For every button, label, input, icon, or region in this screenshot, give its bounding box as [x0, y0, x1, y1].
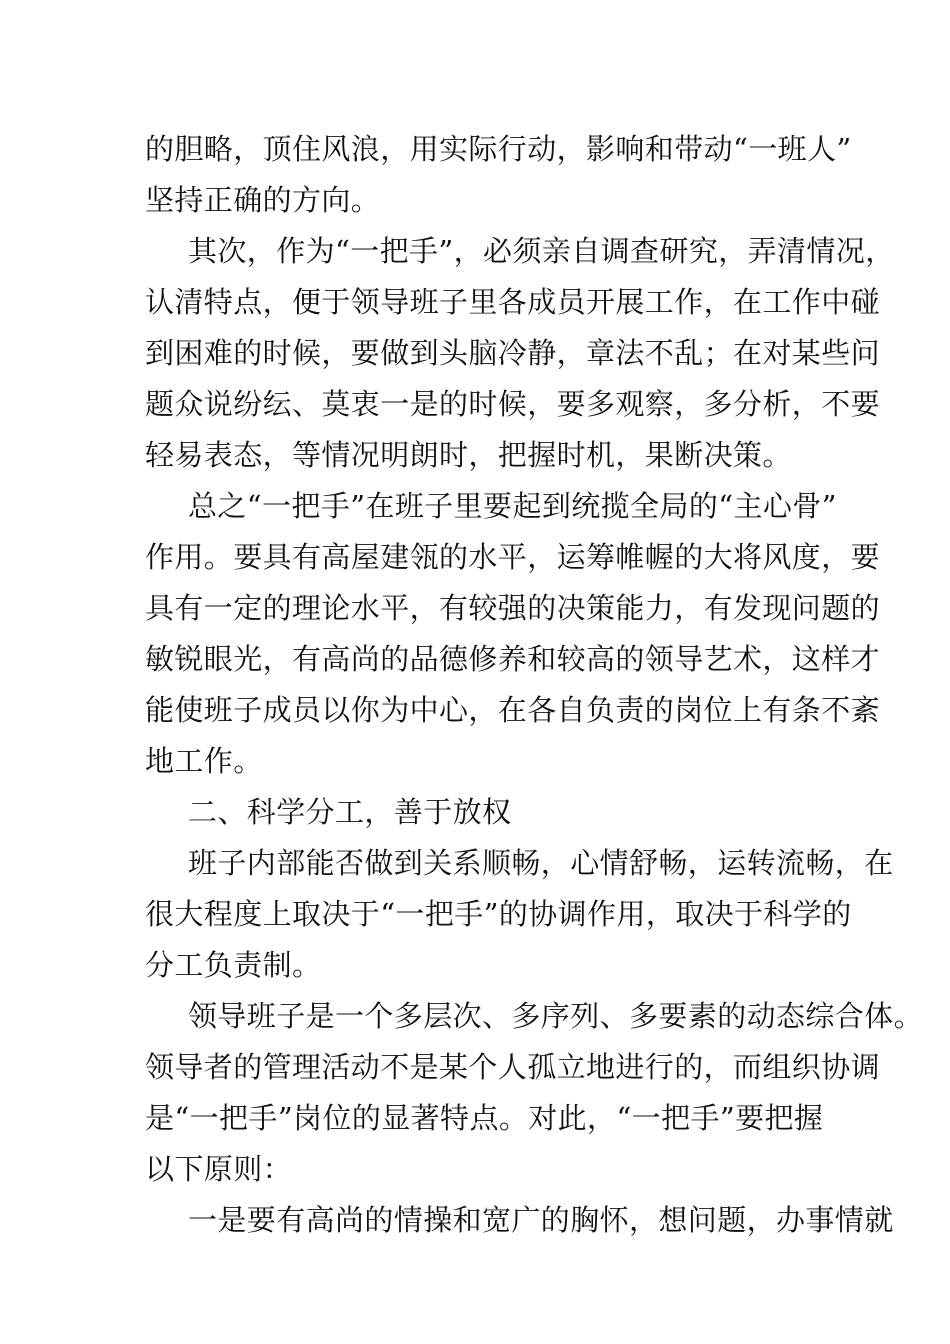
text-line: 敏锐眼光，有高尚的品德修养和较高的领导艺术，这样才 [145, 642, 881, 676]
section-heading: 二、科学分工，善于放权 [188, 795, 512, 829]
text-line: 到困难的时候，要做到头脑冷静，章法不乱；在对某些问 [145, 336, 881, 370]
text-line: 题众说纷纭、莫衷一是的时候，要多观察，多分析，不要 [145, 387, 881, 421]
text-line: 能使班子成员以你为中心，在各自负责的岗位上有条不紊 [145, 693, 881, 727]
text-line: 分工负责制。 [145, 948, 322, 982]
text-line: 以下原则： [145, 1152, 293, 1186]
paragraph-start-line: 领导班子是一个多层次、多序列、多要素的动态综合体。 [188, 999, 924, 1033]
text-line: 具有一定的理论水平，有较强的决策能力，有发现问题的 [145, 591, 881, 625]
text-line: 很大程度上取决于“一把手”的协调作用，取决于科学的 [145, 897, 852, 931]
text-line: 的胆略，顶住风浪，用实际行动，影响和带动“一班人” [145, 132, 852, 166]
text-line: 轻易表态，等情况明朗时，把握时机，果断决策。 [145, 438, 792, 472]
text-line: 是“一把手”岗位的显著特点。对此，“一把手”要把握 [145, 1101, 824, 1135]
text-line: 作用。要具有高屋建瓴的水平，运筹帷幄的大将风度，要 [145, 540, 881, 574]
paragraph-start-line: 总之“一把手”在班子里要起到统揽全局的“主心骨” [188, 489, 837, 523]
paragraph-start-line: 其次，作为“一把手”，必须亲自调查研究，弄清情况， [188, 234, 895, 268]
text-line: 领导者的管理活动不是某个人孤立地进行的，而组织协调 [145, 1050, 881, 1084]
paragraph-start-line: 班子内部能否做到关系顺畅，心情舒畅，运转流畅，在 [188, 846, 894, 880]
text-line: 地工作。 [145, 744, 263, 778]
text-line: 认清特点，便于领导班子里各成员开展工作，在工作中碰 [145, 285, 881, 319]
paragraph-start-line: 一是要有高尚的情操和宽广的胸怀，想问题，办事情就 [188, 1203, 894, 1237]
text-line: 坚持正确的方向。 [145, 183, 381, 217]
